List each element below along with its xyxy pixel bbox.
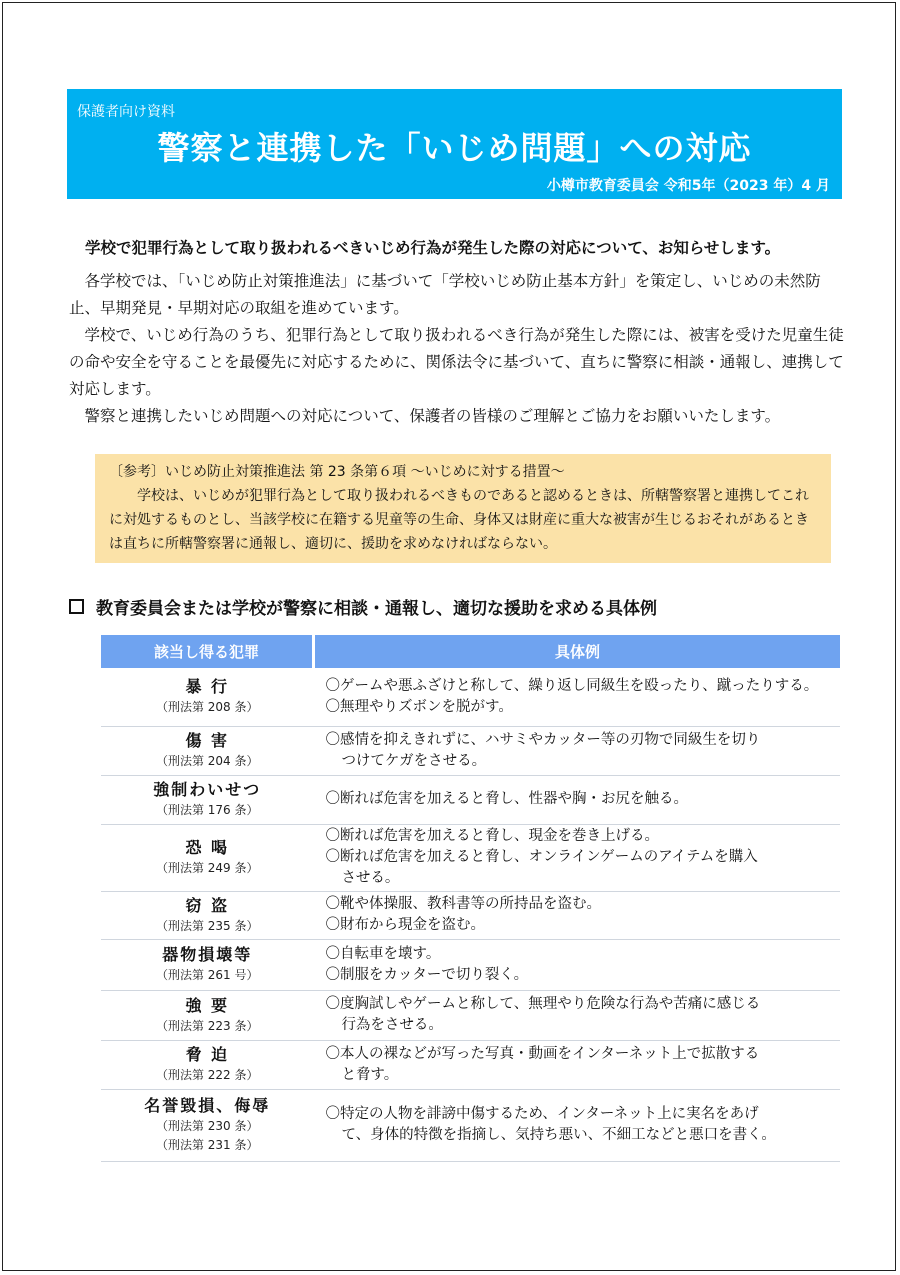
audience-label: 保護者向け資料	[77, 104, 175, 120]
example-line: させる。	[341, 870, 400, 886]
law-reference: （刑法第 176 条）	[155, 803, 259, 817]
table-row	[101, 1040, 840, 1089]
example-line: 〇自転車を壊す。	[325, 945, 441, 962]
section-title: 教育委員会または学校が警察に相談・通報し、適切な援助を求める具体例	[96, 599, 657, 619]
checkbox-icon	[69, 599, 84, 614]
header-examples: 具体例	[314, 635, 841, 668]
law-reference: （刑法第 230 条）	[155, 1119, 259, 1133]
table-row	[101, 775, 840, 824]
example-line: 〇断れば危害を加えると脅し、オンラインゲームのアイテムを購入	[325, 849, 758, 865]
page-title: 警察と連携した「いじめ問題」への対応	[157, 129, 752, 167]
law-reference: （刑法第 231 条）	[155, 1138, 259, 1152]
crime-name: 器物損壊等	[162, 945, 253, 964]
crime-cell	[101, 726, 314, 775]
example-cell	[314, 775, 841, 824]
law-reference: （刑法第 204 条）	[155, 754, 259, 768]
example-line: て、身体的特徴を指摘し、気持ち悪い、不細工などと悪口を書く。	[341, 1127, 776, 1143]
crime-name: 強制わいせつ	[153, 780, 262, 799]
section-heading	[69, 594, 849, 619]
lead-text: 学校で犯罪行為として取り扱われるべきいじめ行為が発生した際の対応について、お知らせします。	[85, 239, 781, 257]
table-row	[101, 1089, 840, 1161]
crime-cell	[101, 1089, 314, 1161]
crime-name: 名誉毀損、侮辱	[144, 1096, 271, 1115]
example-line: 〇財布から現金を盗む。	[325, 917, 485, 933]
table-row	[101, 939, 840, 990]
crime-cell	[101, 990, 314, 1040]
table-row	[101, 824, 840, 891]
example-line: 〇特定の人物を誹謗中傷するため、インターネット上に実名をあげ	[325, 1106, 759, 1122]
example-cell	[314, 939, 841, 990]
paragraph: 学校で、いじめ行為のうち、犯罪行為として取り扱われるべき行為が発生した際には、被害を受けた児童生徒の命や安全を守ることを最優先に対応するために、関係法令に基づいて、直ちに警察に相談・通報し、連携して対応します。	[69, 326, 844, 398]
header-crime: 該当し得る犯罪	[101, 635, 314, 668]
issuer-date: 小樽市教育委員会 令和5年（2023 年）4 月	[546, 178, 830, 194]
example-cell	[314, 891, 841, 939]
title-banner	[67, 89, 842, 199]
crime-cell	[101, 1040, 314, 1089]
paragraph: 各学校では、「いじめ防止対策推進法」に基づいて「学校いじめ防止基本方針」を策定し、いじめの未然防止、早期発見・早期対応の取組を進めています。	[69, 272, 821, 317]
body-text	[69, 268, 849, 430]
crime-cell	[101, 824, 314, 891]
example-cell	[314, 990, 841, 1040]
crime-cell	[101, 939, 314, 990]
example-line: 〇ゲームや悪ふざけと称して、繰り返し同級生を殴ったり、蹴ったりする。	[325, 677, 819, 694]
law-reference: （刑法第 223 条）	[155, 1018, 259, 1033]
table-body	[101, 668, 840, 1161]
law-reference: （刑法第 235 条）	[155, 918, 259, 933]
example-cell	[314, 1040, 841, 1089]
example-line: 〇断れば危害を加えると脅し、性器や胸・お尻を触る。	[325, 791, 688, 807]
table-header-row	[101, 635, 840, 668]
example-cell	[314, 824, 841, 891]
table-row	[101, 726, 840, 775]
paragraph: 警察と連携したいじめ問題への対応について、保護者の皆様のご理解とご協力をお願いいたします。	[84, 407, 781, 425]
table-row	[101, 891, 840, 939]
table-row	[101, 990, 840, 1040]
law-reference: （刑法第 222 条）	[155, 1068, 259, 1082]
crime-name: 暴 行	[185, 677, 230, 697]
example-line: 〇断れば危害を加えると脅し、現金を巻き上げる。	[325, 828, 659, 844]
crime-name: 強 要	[185, 995, 230, 1015]
crime-cell	[101, 775, 314, 824]
example-line: 行為をさせる。	[341, 1017, 443, 1033]
example-cell	[314, 1089, 841, 1161]
example-cell	[314, 668, 841, 726]
examples-table	[101, 635, 840, 1162]
reference-heading: 〔参考〕いじめ防止対策推進法 第 23 条第６項 ～いじめに対する措置～	[109, 464, 565, 480]
law-reference: （刑法第 249 条）	[155, 861, 259, 875]
crime-name: 恐 喝	[185, 838, 230, 857]
document-page	[2, 2, 896, 1271]
example-line: と脅す。	[341, 1066, 399, 1083]
example-line: 〇度胸試しやゲームと称して、無理やり危険な行為や苦痛に感じる	[325, 996, 761, 1012]
crime-name: 窃 盗	[185, 895, 230, 915]
crime-name: 傷 害	[185, 731, 230, 750]
example-line: 〇無理やりズボンを脱がす。	[325, 698, 513, 715]
crime-cell	[101, 668, 314, 726]
example-line: 〇感情を抑えきれずに、ハサミやカッター等の刃物で同級生を切り	[325, 731, 761, 748]
law-reference: （刑法第 261 号）	[155, 968, 259, 982]
example-line: 〇靴や体操服、教科書等の所持品を盗む。	[325, 896, 601, 912]
crime-name: 脅 迫	[185, 1045, 230, 1064]
example-cell	[314, 726, 841, 775]
example-line: 〇制服をカッターで切り裂く。	[325, 966, 529, 983]
crime-cell	[101, 891, 314, 939]
law-reference: （刑法第 208 条）	[155, 700, 259, 715]
example-line: 〇本人の裸などが写った写真・動画をインターネット上で拡散する	[325, 1045, 760, 1062]
example-line: つけてケガをさせる。	[341, 752, 487, 769]
reference-box	[95, 454, 831, 563]
table-row	[101, 668, 840, 726]
reference-text: 学校は、いじめが犯罪行為として取り扱われるべきものであると認めるときは、所轄警察署と連携してこれに対処するものとし、当該学校に在籍する児童等の生命、身体又は財産に重大な被害が生じるおそれがあるときは直ちに所轄警察署に通報し、適切に、援助を求めなければならない。	[109, 488, 809, 552]
